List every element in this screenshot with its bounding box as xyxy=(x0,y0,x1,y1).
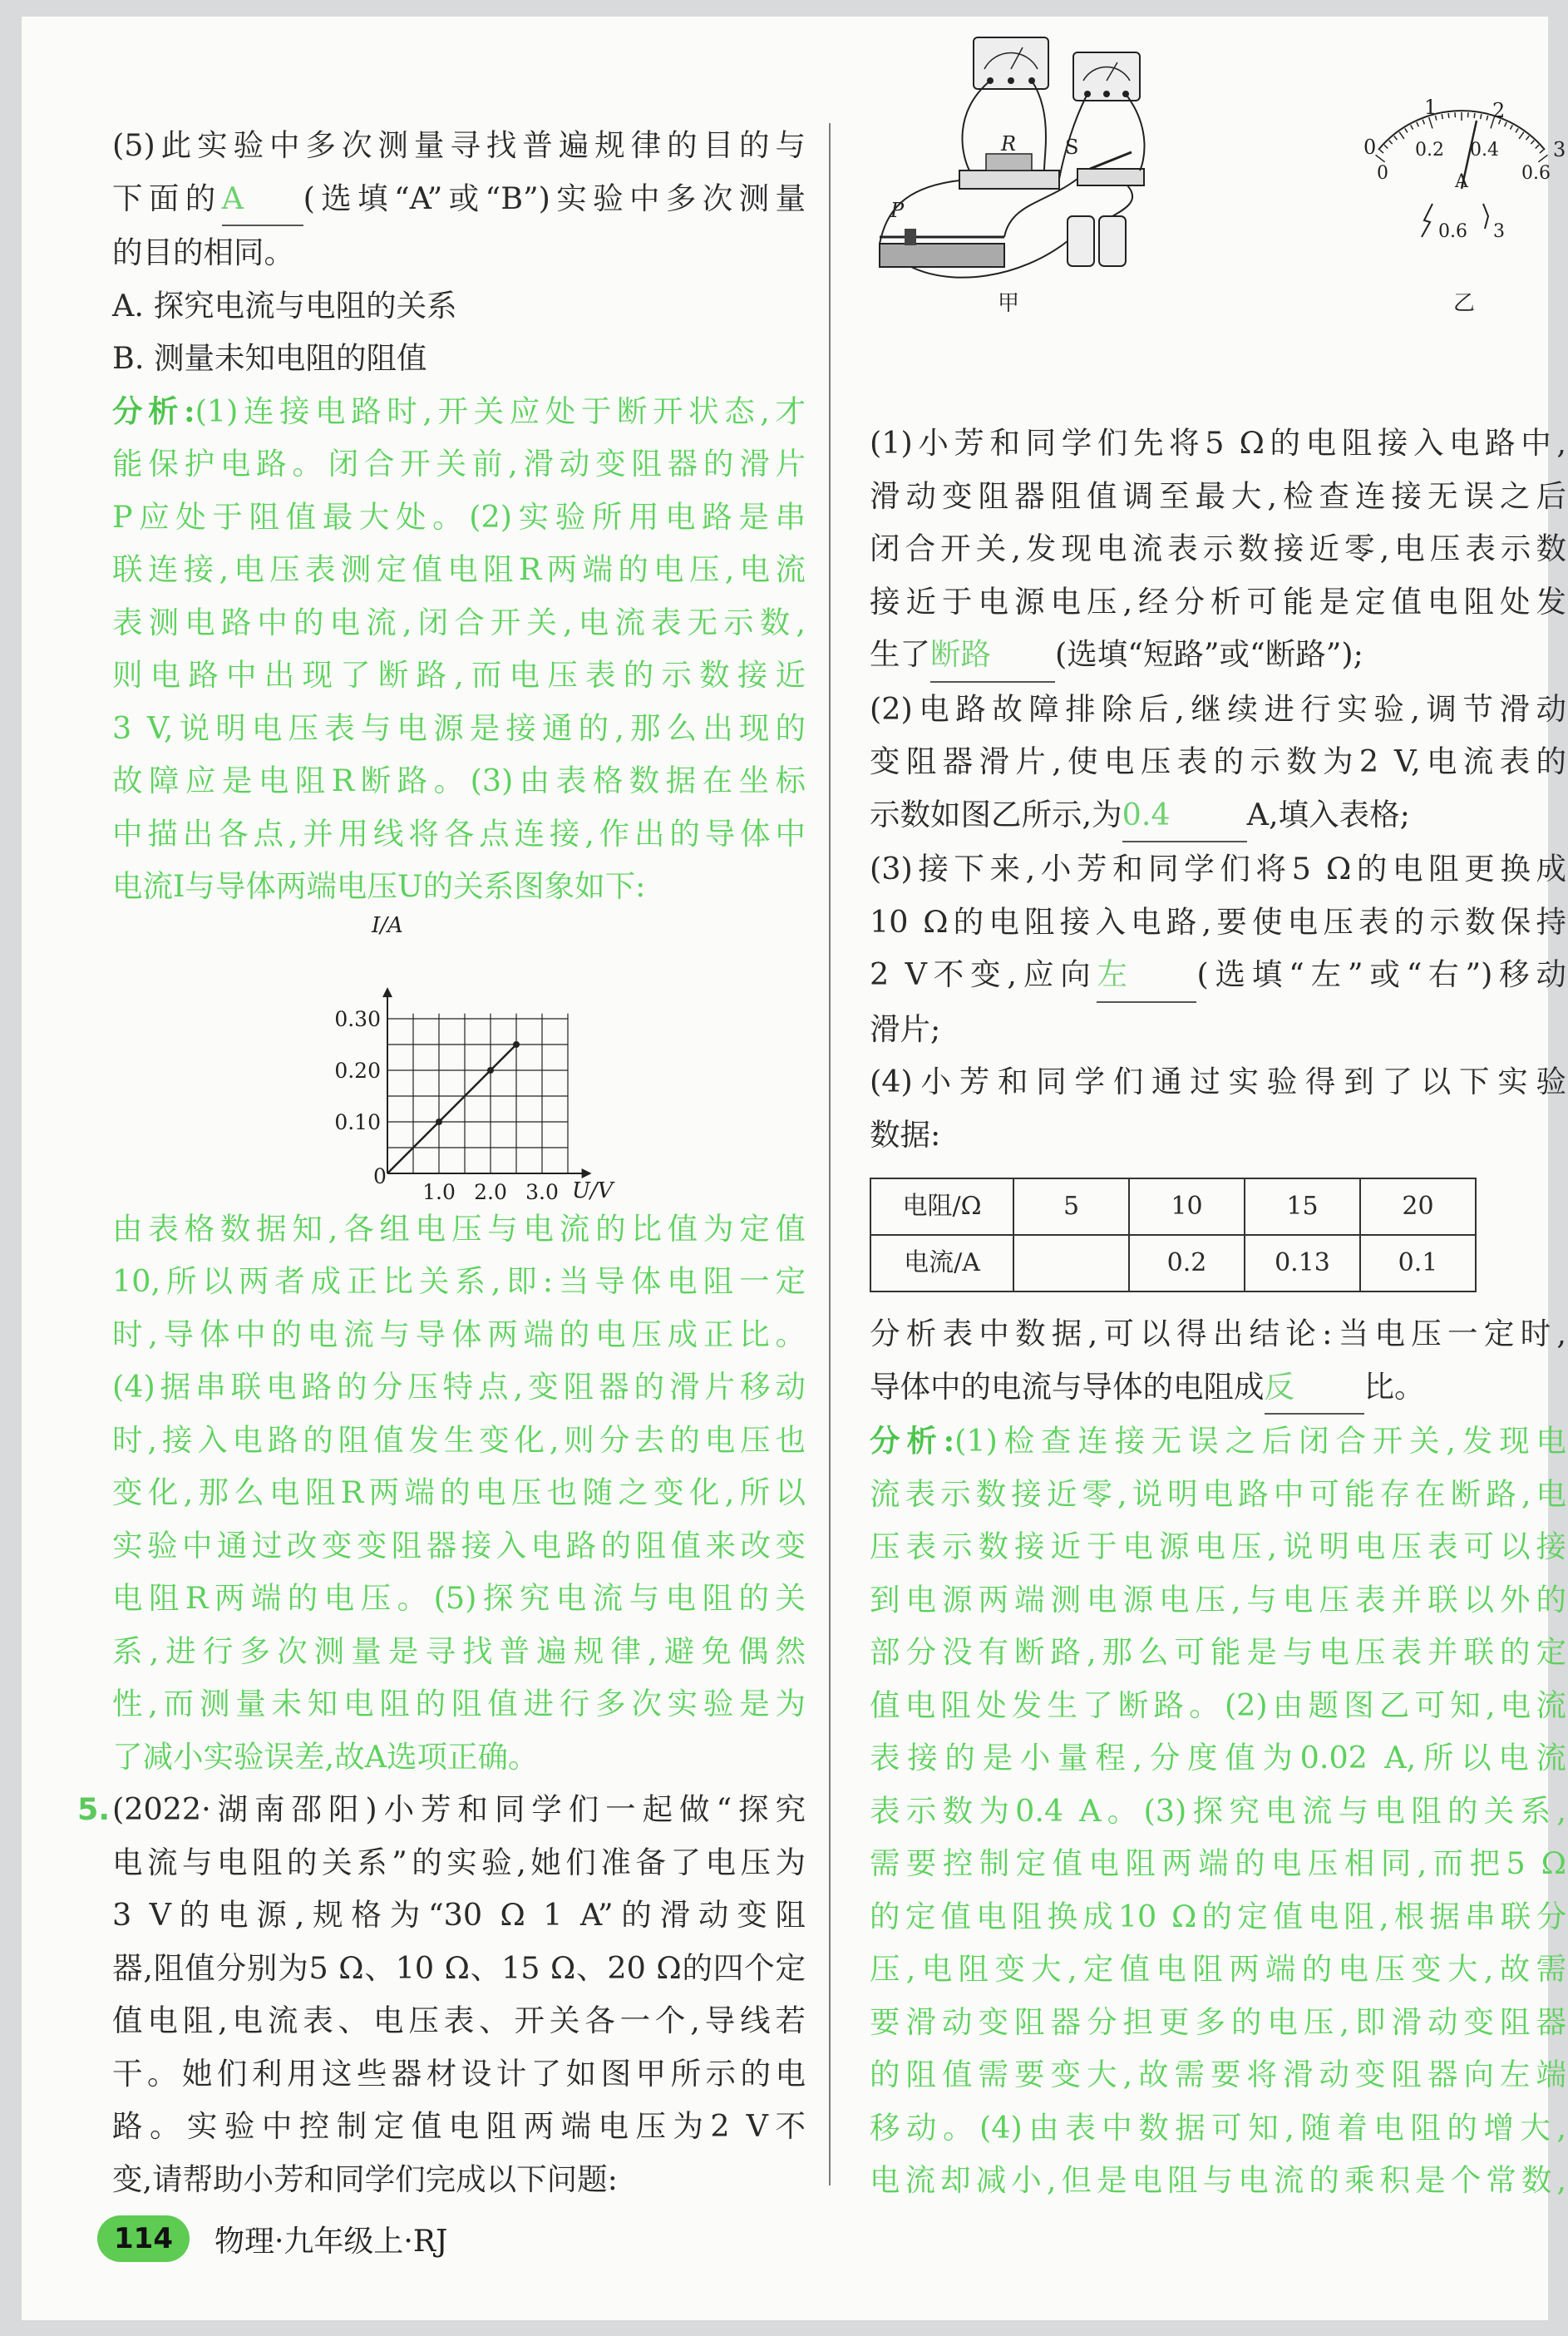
analysis-line: 电流却减小,但是电阻与电流的乘积是个常数, xyxy=(870,2162,1566,2198)
analysis-line: 系,进行多次测量是寻找普遍规律,避免偶然 xyxy=(112,1632,806,1669)
battery-icon xyxy=(1068,216,1126,266)
q5-line: 干。她们利用这些器材设计了如图甲所示的电 xyxy=(112,2055,806,2092)
svg-text:1: 1 xyxy=(1424,96,1437,119)
svg-text:0.6: 0.6 xyxy=(1521,163,1551,184)
rheostat-icon xyxy=(880,229,1004,267)
figures xyxy=(870,96,1566,417)
data-table xyxy=(870,1178,1477,1292)
x-tick-label: 2.0 xyxy=(474,1179,507,1204)
q5-line: 器,阻值分别为5 Ω、10 Ω、15 Ω、20 Ω的四个定 xyxy=(112,1949,806,1986)
analysis-line: 表测电路中的电流,闭合开关,电流表无示数, xyxy=(112,604,806,640)
analysis-line: 流表示数接近零,说明电路中可能存在断路,电 xyxy=(870,1475,1566,1512)
q5-line: 3 V的电源,规格为“30 Ω 1 A”的滑动变阻 xyxy=(112,1897,806,1933)
q4-part5-line1: (5)此实验中多次测量寻找普遍规律的目的与 xyxy=(112,127,806,163)
analysis-line: 故障应是电阻R断路。(3)由表格数据在坐标 xyxy=(112,763,806,798)
p2-line: 变阻器滑片,使电压表的示数为2 V,电流表的 xyxy=(870,743,1566,779)
dial-tick xyxy=(1399,132,1404,139)
analysis-line: 了减小实验误差,故A选项正确。 xyxy=(112,1738,539,1775)
y-axis-arrow xyxy=(382,987,392,997)
voltmeter-icon xyxy=(974,37,1048,89)
analysis-line: 的定值电阻换成10 Ω的定值电阻,根据串联分 xyxy=(870,1898,1566,1934)
analysis-line: P应处于阻值最大处。(2)实验所用电路是串 xyxy=(112,498,806,535)
dial-tick xyxy=(1536,145,1539,148)
p2-line: (2)电路故障排除后,继续进行实验,调节滑动 xyxy=(870,690,1566,727)
page-number: 114 xyxy=(97,2215,190,2262)
analysis-line: 的阻值需要变大,故需要将滑动变阻器向左端 xyxy=(870,2057,1566,2092)
svg-text:3: 3 xyxy=(1493,221,1505,242)
q5-line: 路。实验中控制定值电阻两端电压为2 V不 xyxy=(112,2108,806,2144)
analysis-block-2 xyxy=(112,1203,806,1784)
analysis-block-1 xyxy=(112,385,806,913)
analysis-line: 实验中通过改变变阻器接入电路的阻值来改变 xyxy=(112,1527,806,1563)
fig-a-caption: 甲 xyxy=(998,291,1020,316)
analysis-line: 时,导体中的电流与导体两端的电压成正比。 xyxy=(112,1316,806,1352)
option-a: A. 探究电流与电阻的关系 xyxy=(112,287,457,323)
analysis-line: 性,而测量未知电阻的阻值进行多次实验是为 xyxy=(112,1686,806,1721)
p1-line: (1)小芳和同学们先将5 Ω的电阻接入电路中, xyxy=(870,425,1566,461)
p3-line: 10 Ω的电阻接入电路,要使电压表的示数保持 xyxy=(870,903,1566,940)
svg-text:0.6: 0.6 xyxy=(1438,221,1467,242)
dial-tick xyxy=(1423,120,1424,125)
dial-tick xyxy=(1417,122,1418,126)
iu-graph-wrap xyxy=(112,913,806,1203)
dial-tick xyxy=(1540,150,1544,153)
table-row xyxy=(870,1235,1476,1291)
q4-part5-line2: 下面的A (选填“A”或“B”)实验中多次测量 xyxy=(112,172,806,227)
table-cell: 0.1 xyxy=(1360,1235,1476,1291)
graph-grid xyxy=(387,1013,568,1173)
dial-tick xyxy=(1380,150,1384,153)
analysis-line: 10,所以两者成正比关系,即:当导体电阻一定 xyxy=(112,1263,806,1299)
left-column xyxy=(77,119,806,2205)
svg-text:0: 0 xyxy=(1363,136,1377,159)
analysis-line: 压,电阻变大,定值电阻两端的电压变大,故需 xyxy=(870,1951,1566,1987)
dial-tick xyxy=(1405,128,1408,132)
right-column xyxy=(870,96,1566,2207)
analysis-line: 中描出各点,并用线将各点连接,作出的导体中 xyxy=(112,815,806,852)
q5-line: 变,请帮助小芳和同学们完成以下问题: xyxy=(112,2161,618,2197)
table-cell: 电流/A xyxy=(870,1235,1013,1291)
dial-tick xyxy=(1519,132,1524,139)
dial-tick xyxy=(1411,125,1413,129)
dial-tick xyxy=(1481,114,1482,119)
ammeter-icon xyxy=(1073,52,1140,101)
dial-tick xyxy=(1394,136,1398,141)
p3-line: (3)接下来,小芳和同学们将5 Ω的电阻更换成 xyxy=(870,851,1566,886)
question-5 xyxy=(77,1783,806,2205)
analysis-line: 到电源两端测电源电压,与电压表并联以外的 xyxy=(870,1581,1566,1617)
analysis-line: 变化,那么电阻R两端的电压也随之变化,所以 xyxy=(112,1474,806,1510)
svg-text:3: 3 xyxy=(1553,138,1566,161)
analysis-line: 部分没有断路,那么可能是与电压表并联的定 xyxy=(870,1634,1566,1670)
page xyxy=(22,17,1566,2320)
analysis-tag: 分析: xyxy=(112,393,195,429)
svg-text:2: 2 xyxy=(1492,99,1506,122)
analysis-line: 值电阻处发生了断路。(2)由题图乙可知,电流 xyxy=(870,1687,1566,1723)
q5-line: 电流与电阻的关系”的实验,她们准备了电压为 xyxy=(112,1844,806,1880)
series-line xyxy=(387,1045,516,1173)
conclusion-line: 导体中的电流与导体的电阻成反 比。 xyxy=(870,1361,1566,1415)
table-cell: 20 xyxy=(1360,1178,1476,1235)
y-tick-label: 0.20 xyxy=(334,1058,381,1083)
analysis-line: 需要控制定值电阻两端的电压相同,而把5 Ω xyxy=(870,1845,1566,1881)
table-cell: 0.2 xyxy=(1129,1235,1245,1291)
label-P: P xyxy=(890,199,905,222)
answer-blank: 反 xyxy=(1265,1361,1364,1415)
p1-line: 滑动变阻器阻值调至最大,检查连接无误之后 xyxy=(870,477,1566,514)
svg-text:0.2: 0.2 xyxy=(1415,140,1444,161)
answer-blank: 0.4 xyxy=(1122,788,1247,843)
analysis-line: 分析:(1)连接电路时,开关应处于断开状态,才 xyxy=(112,393,806,429)
column-divider xyxy=(829,123,831,2185)
label-R: R xyxy=(1001,132,1017,156)
answer-blank: 左 xyxy=(1097,948,1196,1003)
analysis-line: 联连接,电压表测定值电阻R两端的电压,电流 xyxy=(112,551,806,587)
data-point xyxy=(436,1119,442,1125)
analysis-line: 分析:(1)检查连接无误之后闭合开关,发现电 xyxy=(870,1423,1566,1459)
iu-graph xyxy=(112,913,806,1203)
dial-tick xyxy=(1538,155,1547,161)
q5-line: 值电阻,电流表、电压表、开关各一个,导线若 xyxy=(112,2003,806,2038)
switch-icon xyxy=(1077,152,1144,185)
dial-tick xyxy=(1384,145,1388,148)
answer-blank: A xyxy=(222,172,303,227)
tick-labels xyxy=(334,1007,559,1204)
origin-label: 0 xyxy=(373,1163,387,1188)
svg-text:A: A xyxy=(1455,171,1468,192)
dial-tick xyxy=(1429,117,1432,128)
dial-tick xyxy=(1376,155,1385,161)
table-cell: 15 xyxy=(1245,1178,1360,1235)
footer-text: 物理·九年级上·RJ xyxy=(214,2224,448,2259)
x-tick-label: 1.0 xyxy=(422,1179,456,1204)
dial-tick xyxy=(1448,113,1449,118)
table-cell: 电阻/Ω xyxy=(870,1178,1013,1235)
analysis-line: 3 V,说明电压表与电源是接通的,那么出现的 xyxy=(112,709,806,746)
table-cell: 5 xyxy=(1013,1178,1129,1235)
option-b: B. 测量未知电阻的阻值 xyxy=(112,340,427,376)
analysis-line: 时,接入电路的阻值发生变化,则分去的电压也 xyxy=(112,1421,806,1458)
analysis-line: 表接的是小量程,分度值为0.02 A,所以电流 xyxy=(870,1740,1566,1775)
x-axis-label: U/V xyxy=(572,1178,614,1203)
analysis-line: 电流I与导体两端电压U的关系图象如下: xyxy=(112,868,646,904)
p3-line: 2 V不变,应向左 (选填“左”或“右”)移动 xyxy=(870,948,1566,1003)
p1-line: 生了断路 (选填“短路”或“断路”); xyxy=(870,628,1566,683)
analysis-line: 表示数为0.4 A。(3)探究电流与电阻的关系, xyxy=(870,1792,1566,1829)
analysis-line: 由表格数据知,各组电压与电流的比值为定值 xyxy=(112,1210,806,1247)
dial-tick xyxy=(1526,136,1530,141)
analysis-line: (4)据串联电路的分压特点,变阻器的滑片移动 xyxy=(112,1369,806,1405)
dial-tick xyxy=(1510,125,1512,129)
p4-line: 数据: xyxy=(870,1116,941,1153)
table-cell: 0.13 xyxy=(1245,1235,1360,1291)
table-cell xyxy=(1013,1235,1129,1291)
q4-part5-line3: 的目的相同。 xyxy=(112,235,294,270)
p1-line: 接近于电源电压,经分析可能是定值电阻处发 xyxy=(870,583,1566,620)
data-point xyxy=(513,1041,520,1048)
table-row xyxy=(870,1178,1476,1235)
graph-axes xyxy=(382,987,592,1178)
conclusion-line: 分析表中数据,可以得出结论:当电压一定时, xyxy=(870,1316,1566,1351)
dial-tick xyxy=(1505,122,1506,126)
y-tick-label: 0.10 xyxy=(334,1109,381,1134)
dial-tick xyxy=(1531,141,1534,144)
analysis-tag: 分析: xyxy=(870,1423,955,1459)
question-number: 5. xyxy=(77,1791,111,1827)
p4-line: (4)小芳和同学们通过实验得到了以下实验 xyxy=(870,1064,1566,1099)
p3-line: 滑片; xyxy=(870,1010,941,1047)
x-tick-label: 3.0 xyxy=(525,1179,559,1204)
label-S: S xyxy=(1065,136,1079,159)
svg-text:0.4: 0.4 xyxy=(1470,140,1499,161)
analysis-block-right xyxy=(870,1415,1566,2207)
p2-line: 示数如图乙所示,为0.4 A,填入表格; xyxy=(870,788,1566,843)
circuit-figure xyxy=(853,29,1566,327)
analysis-line: 电阻R两端的电压。(5)探究电流与电阻的关 xyxy=(112,1580,806,1616)
x-axis-arrow xyxy=(582,1168,592,1178)
analysis-line: 要滑动变阻器分担更多的电压,即滑动变阻器 xyxy=(870,2003,1566,2040)
y-axis-label: I/A xyxy=(372,912,403,938)
p1-line: 闭合开关,发现电流表示数接近零,电压表示数 xyxy=(870,531,1566,566)
dial-tick xyxy=(1516,128,1518,132)
svg-text:0: 0 xyxy=(1377,163,1388,184)
analysis-line: 压表示数接近于电源电压,说明电压表可以接 xyxy=(870,1529,1566,1564)
q5-line: (2022·湖南邵阳)小芳和同学们一起做“探究 xyxy=(112,1791,806,1827)
data-point xyxy=(487,1067,494,1074)
y-tick-label: 0.30 xyxy=(334,1006,381,1031)
page-footer xyxy=(97,2215,447,2262)
analysis-line: 能保护电路。闭合开关前,滑动变阻器的滑片 xyxy=(112,446,806,482)
dial-tick xyxy=(1474,113,1475,118)
table-cell: 10 xyxy=(1129,1178,1245,1235)
fig-b-caption: 乙 xyxy=(1453,291,1476,316)
analysis-line: 移动。(4)由表中数据可知,随着电阻的增大, xyxy=(870,2109,1566,2146)
dial-tick xyxy=(1389,141,1393,144)
analysis-line: 则电路中出现了断路,而电压表的示数接近 xyxy=(112,657,806,693)
ammeter-scale xyxy=(1363,96,1566,316)
answer-blank: 断路 xyxy=(930,628,1055,683)
